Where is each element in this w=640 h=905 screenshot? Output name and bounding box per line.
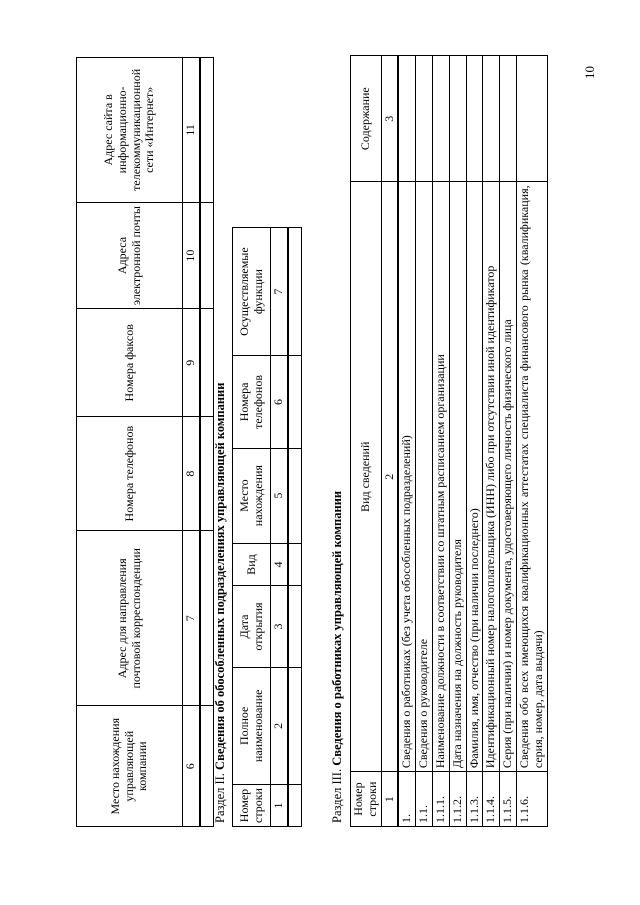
column-number: 10 [183,202,200,309]
column-number: 7 [183,531,200,706]
subdivisions-table [232,227,302,827]
empty-row [288,228,302,827]
column-number: 3 [271,586,288,667]
column-number: 8 [183,417,200,531]
header-cell: Номер строки [351,772,382,827]
header-cell: Содержание [351,56,382,182]
column-number: 1 [381,772,398,827]
row-number: 1.1.6. [516,772,547,827]
row-text: Дата назначения на должность руководителя [449,182,466,772]
header-cell: Осуществляемые функции [233,228,271,356]
section3-heading [330,491,345,823]
column-number: 6 [271,356,288,448]
section2-prefix: Раздел II. [213,769,227,823]
table-row [398,56,415,827]
row-content [449,56,466,182]
header-cell: Полное наименование [233,667,271,784]
company-contacts-table [76,57,214,827]
row-text: Сведения о руководителе [416,182,433,772]
column-number: 6 [183,706,200,827]
row-number: 1.1. [416,772,433,827]
header-cell: Номера телефонов [233,356,271,448]
row-number: 1.1.1. [432,772,449,827]
table-row [483,56,500,827]
row-number: 1.1.4. [483,772,500,827]
table-header-row [77,58,183,827]
header-cell: Номер строки [233,785,271,827]
header-cell: Вид сведений [351,182,382,772]
header-cell: Номера факсов [77,309,183,417]
table-row [432,56,449,827]
employees-table [350,55,548,827]
row-text: Сведения обо всех имеющихся квалификационных аттестатах специалиста финансового рынка (квалификация, серия, номер, дата выдачи) [516,182,547,772]
table-row [449,56,466,827]
header-cell: Адреса электронной почты [77,202,183,309]
header-cell: Адрес для направления почтовой корреспонденции [77,531,183,706]
row-text: Сведения о работниках (без учета обособленных подразделений) [398,182,415,772]
row-number: 1.1.3. [466,772,483,827]
row-content [516,56,547,182]
header-cell: Адрес сайта в информационно-телекоммуникационной сети «Интернет» [77,58,183,203]
column-number: 11 [183,58,200,203]
row-content [466,56,483,182]
row-text: Идентификационный номер налогоплательщика (ИНН) либо при отсутствии иной идентификатор [483,182,500,772]
table-row [416,56,433,827]
row-content [483,56,500,182]
section3-prefix: Раздел III. [330,765,344,823]
row-text: Наименование должности в соответствии со штатным расписанием организации [432,182,449,772]
column-number: 4 [271,543,288,586]
row-number: 1.1.5. [500,772,517,827]
section2-title: Сведения об обособленных подразделениях управляющей компании [213,382,227,770]
column-number: 1 [271,785,288,827]
column-number-row [183,58,200,827]
empty-row [200,58,214,827]
table-row [500,56,517,827]
row-number: 1.1.2. [449,772,466,827]
column-number: 5 [271,448,288,543]
row-text: Фамилия, имя, отчество (при наличии последнего) [466,182,483,772]
section2-heading [213,383,228,823]
page-number: 10 [582,66,597,79]
column-number: 3 [381,56,398,182]
column-number: 2 [271,667,288,784]
column-number: 2 [381,182,398,772]
row-content [416,56,433,182]
row-number: 1. [398,772,415,827]
section3-title: Сведения о работниках управляющей компании [330,490,344,766]
header-cell: Номера телефонов [77,417,183,531]
table-header-row [351,56,382,827]
column-number: 7 [271,228,288,356]
row-content [398,56,415,182]
header-cell: Место нахождения [233,448,271,543]
column-number: 9 [183,309,200,417]
header-cell: Дата открытия [233,586,271,667]
table-row [516,56,547,827]
row-text: Серия (при наличии) и номер документа, удостоверяющего личность физического лица [500,182,517,772]
table-header-row [233,228,271,827]
row-content [500,56,517,182]
row-content [432,56,449,182]
column-number-row [381,56,398,827]
header-cell: Вид [233,543,271,586]
column-number-row [271,228,288,827]
header-cell: Место нахождения управляющей компании [77,706,183,827]
table-row [466,56,483,827]
